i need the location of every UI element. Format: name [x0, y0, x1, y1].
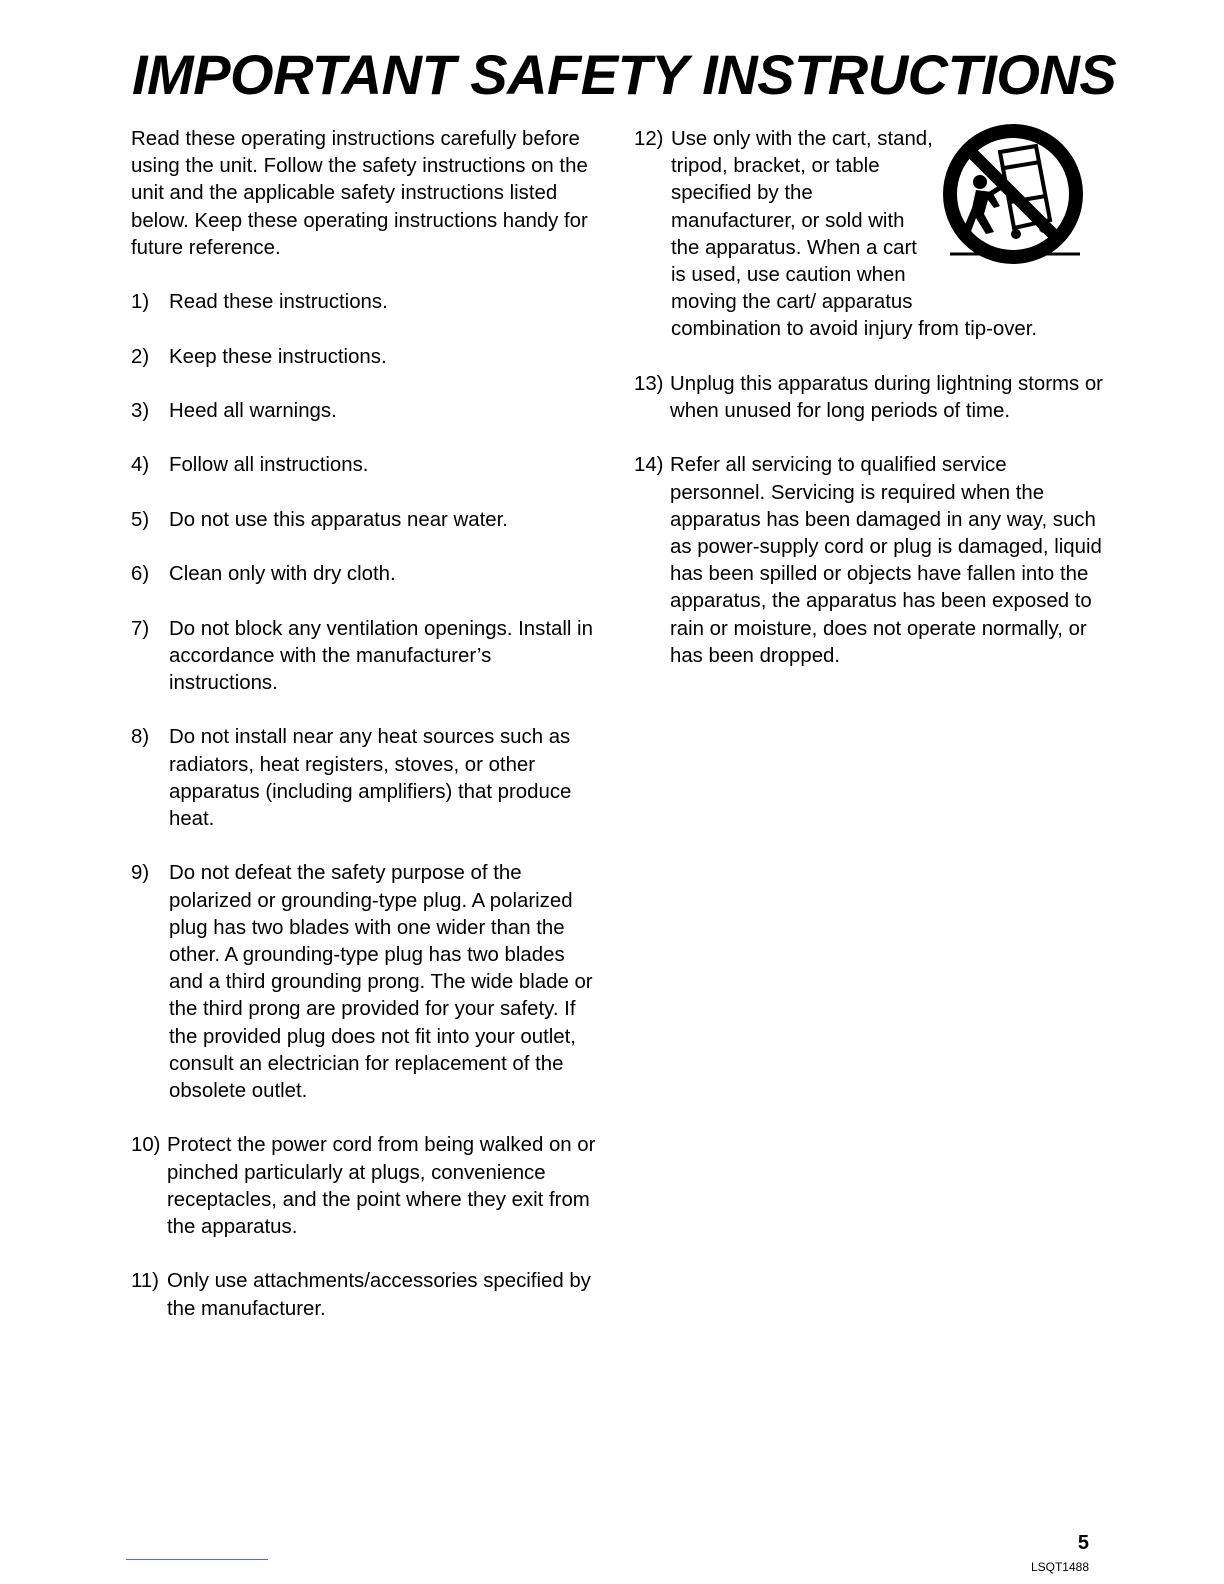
item-text: Do not use this apparatus near water. — [169, 508, 508, 531]
item-text: Only use attachments/accessories specified by the manufacturer. — [167, 1270, 591, 1320]
item-number: 3) — [131, 399, 150, 422]
document-code: LSQT1488 — [1030, 1560, 1089, 1574]
list-item — [131, 398, 601, 425]
item-text: Follow all instructions. — [169, 454, 369, 477]
list-item — [131, 1268, 601, 1322]
list-item — [131, 724, 601, 833]
item-number: 12) — [634, 128, 664, 150]
intro-paragraph: Read these operating instructions carefully before using the unit. Follow the safety instructions on the unit and the applicable safety instructions listed below. Keep these operating instructions handy for future reference. — [131, 128, 588, 259]
list-item — [131, 344, 601, 371]
left-column — [131, 126, 601, 1350]
item-number: 4) — [131, 454, 150, 477]
list-item — [634, 452, 1104, 670]
item-number: 8) — [131, 726, 150, 749]
list-item — [131, 616, 601, 698]
item-text: Do not install near any heat sources such as radiators, heat registers, stoves, or other apparatus (including amplifiers) that produce heat. — [169, 726, 572, 830]
item-number: 6) — [131, 563, 150, 586]
item-text: Read these instructions. — [169, 291, 388, 314]
list-item — [131, 289, 601, 316]
item-number: 5) — [131, 508, 150, 531]
right-column — [634, 126, 1104, 697]
list-item — [131, 452, 601, 479]
item-number: 7) — [131, 617, 150, 640]
item-text: Do not defeat the safety purpose of the polarized or grounding-type plug. A polarized plug has two blades with one wider than the other. A grounding-type plug has two blades and a third grounding prong. The wide blade or the third prong are provided for your safety. If the provided plug does not fit into your outlet, consult an electrician for replacement of the obsolete outlet. — [169, 862, 593, 1102]
item-number: 11) — [131, 1270, 159, 1293]
list-item — [634, 126, 1104, 344]
page-number: 5 — [1077, 1532, 1089, 1554]
item-number: 14) — [634, 454, 664, 477]
item-text: Clean only with dry cloth. — [169, 563, 396, 586]
item-text: Keep these instructions. — [169, 345, 387, 368]
item-number: 10) — [131, 1134, 161, 1157]
item-text: Use only with the cart, stand, tripod, bracket, or table specified by the manufacturer, or sold with the apparatus. When a cart is used, use caution when moving the cart/ apparatus combination to avoid injury from tip-over. — [671, 128, 1038, 341]
item-text: Refer all servicing to qualified service personnel. Servicing is required when the apparatus has been damaged in any way, such as power-supply cord or plug is damaged, liquid has been spilled or objects have fallen into the apparatus, the apparatus has been exposed to rain or moisture, does not operate normally, or has been dropped. — [670, 454, 1102, 667]
item-text: Do not block any ventilation openings. Install in accordance with the manufacturer’s instructions. — [169, 617, 593, 694]
item-text: Protect the power cord from being walked on or pinched particularly at plugs, convenience receptacles, and the point where they exit from the apparatus. — [167, 1134, 596, 1238]
item-number: 2) — [131, 345, 150, 368]
list-item — [634, 371, 1104, 425]
item-number: 13) — [634, 372, 664, 395]
cart-tip-over-warning-icon — [940, 122, 1090, 272]
item-text: Heed all warnings. — [169, 399, 337, 422]
page-title: IMPORTANT SAFETY INSTRUCTIONS — [132, 43, 1117, 106]
list-item — [131, 561, 601, 588]
list-item — [131, 507, 601, 534]
list-item — [131, 1132, 601, 1241]
bottom-divider — [126, 1559, 268, 1560]
item-number: 1) — [131, 291, 150, 314]
item-number: 9) — [131, 862, 150, 885]
list-item — [131, 860, 601, 1105]
item-text: Unplug this apparatus during lightning storms or when unused for long periods of time. — [670, 372, 1103, 423]
